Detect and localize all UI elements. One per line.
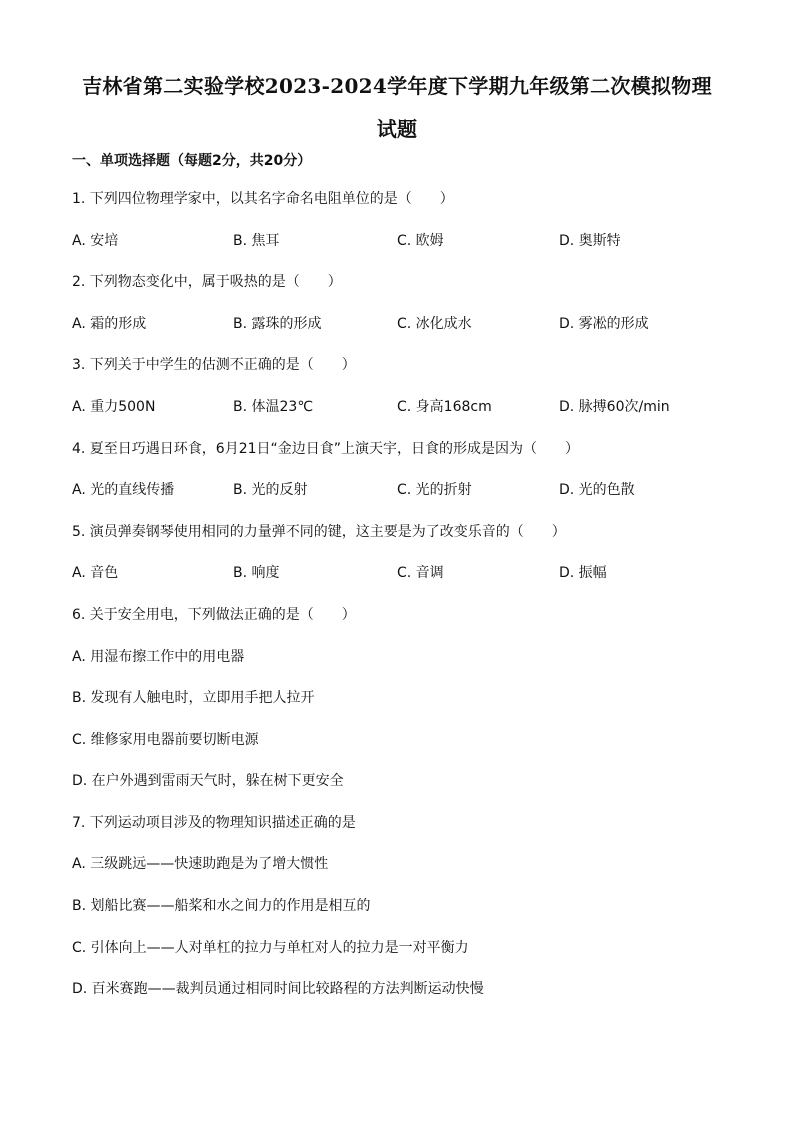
question-7-option-d: D. 百米赛跑——裁判员通过相同时间比较路程的方法判断运动快慢 [72,981,484,997]
question-4-option-d: D. 光的色散 [559,482,635,498]
question-6-option-d: D. 在户外遇到雷雨天气时，躲在树下更安全 [72,773,344,789]
question-1-stem: 1. 下列四位物理学家中，以其名字命名电阻单位的是（ ） [72,191,454,207]
question-6-option-b: B. 发现有人触电时，立即用手把人拉开 [72,690,315,706]
question-7-option-c: C. 引体向上——人对单杠的拉力与单杠对人的拉力是一对平衡力 [72,940,469,956]
question-1-option-b: B. 焦耳 [233,233,280,249]
question-7-option-a: A. 三级跳远——快速助跑是为了增大惯性 [72,856,329,872]
question-1-option-a: A. 安培 [72,233,119,249]
question-4-option-c: C. 光的折射 [397,482,472,498]
question-6-option-c: C. 维修家用电器前要切断电源 [72,732,259,748]
question-1-option-d: D. 奥斯特 [559,233,621,249]
question-7-option-b: B. 划船比赛——船桨和水之间力的作用是相互的 [72,898,371,914]
question-4-option-a: A. 光的直线传播 [72,482,175,498]
question-4-option-b: B. 光的反射 [233,482,308,498]
question-5-option-b: B. 响度 [233,565,280,581]
question-4-stem: 4. 夏至日巧遇日环食，6月21日“金边日食”上演天宇，日食的形成是因为（ ） [72,441,580,457]
question-5-option-c: C. 音调 [397,565,444,581]
question-6-option-a: A. 用湿布擦工作中的用电器 [72,649,245,665]
question-2-stem: 2. 下列物态变化中，属于吸热的是（ ） [72,274,342,290]
question-3-option-b: B. 体温23℃ [233,399,314,415]
exam-title-line1: 吉林省第二实验学校2023-2024学年度下学期九年级第二次模拟物理 [82,74,712,98]
question-3-stem: 3. 下列关于中学生的估测不正确的是（ ） [72,357,356,373]
question-2-option-a: A. 霜的形成 [72,316,147,332]
exam-title-line2: 试题 [376,117,418,141]
question-1-option-c: C. 欧姆 [397,233,444,249]
question-5-option-d: D. 振幅 [559,565,607,581]
question-7-stem: 7. 下列运动项目涉及的物理知识描述正确的是 [72,815,356,831]
question-2-option-b: B. 露珠的形成 [233,316,322,332]
section-heading: 一、单项选择题（每题2分，共20分） [72,153,312,169]
question-3-option-d: D. 脉搏60次/min [559,399,670,415]
question-2-option-d: D. 雾凇的形成 [559,316,649,332]
question-6-stem: 6. 关于安全用电，下列做法正确的是（ ） [72,607,356,623]
question-5-option-a: A. 音色 [72,565,119,581]
question-3-option-a: A. 重力500N [72,399,156,415]
question-2-option-c: C. 冰化成水 [397,316,472,332]
question-3-option-c: C. 身高168cm [397,399,492,415]
question-5-stem: 5. 演员弹奏钢琴使用相同的力量弹不同的键，这主要是为了改变乐音的（ ） [72,524,566,540]
